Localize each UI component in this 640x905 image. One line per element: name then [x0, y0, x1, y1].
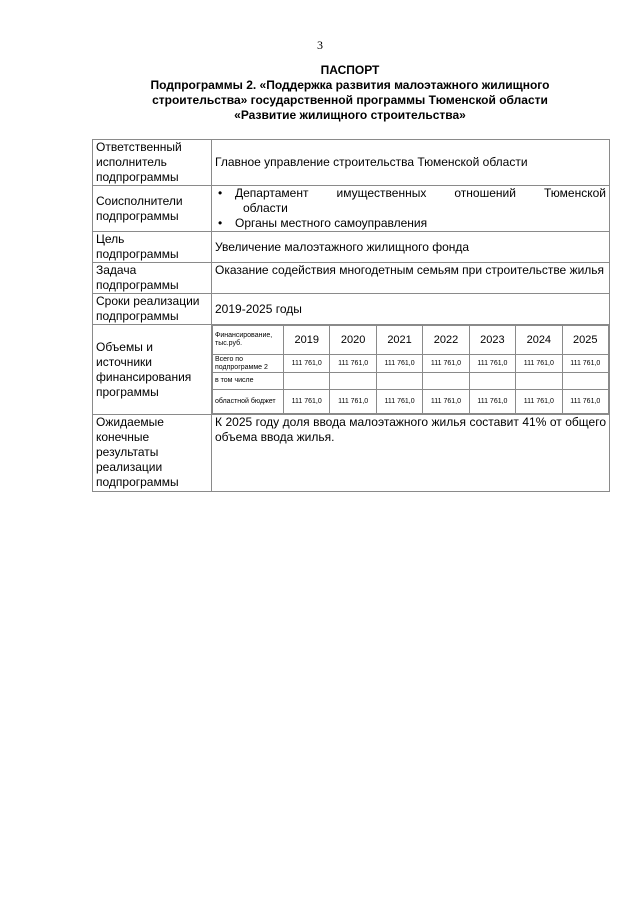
year-header: 2020	[330, 326, 376, 355]
financing-value: 111 761,0	[284, 355, 330, 373]
financing-value	[562, 373, 608, 390]
label-task: Задача подпрограммы	[93, 263, 212, 294]
row-terms	[93, 294, 610, 325]
financing-value: 111 761,0	[562, 355, 608, 373]
financing-value: 111 761,0	[469, 390, 515, 414]
coexecutor-item: • Органы местного самоуправления	[218, 216, 428, 230]
financing-value	[284, 373, 330, 390]
label-expected-results: Ожидаемые конечные результаты реализации подпрограммы	[93, 415, 212, 492]
financing-value: 111 761,0	[562, 390, 608, 414]
year-header: 2025	[562, 326, 608, 355]
financing-value: 111 761,0	[330, 355, 376, 373]
financing-row-including	[213, 373, 609, 390]
financing-row-regional-budget	[213, 390, 609, 414]
coexecutors-list	[215, 186, 606, 231]
financing-value	[516, 373, 562, 390]
financing-value	[376, 373, 422, 390]
financing-table	[212, 325, 609, 414]
coexecutor-item: • Департамент имущественных отношений Тюменской области	[218, 186, 606, 215]
financing-value: 111 761,0	[469, 355, 515, 373]
financing-value: 111 761,0	[423, 355, 469, 373]
value-terms: 2019-2025 годы	[212, 294, 610, 325]
title-line-4: «Развитие жилищного строительства»	[234, 108, 466, 122]
financing-header-caption: Финансирование, тыс.руб.	[213, 326, 284, 355]
label-goal: Цель подпрограммы	[93, 232, 212, 263]
row-financing	[93, 325, 610, 415]
label-financing: Объемы и источники финансирования программы	[93, 325, 212, 415]
label-coexecutors: Соисполнители подпрограммы	[93, 186, 212, 232]
row-task	[93, 263, 610, 294]
label-terms: Сроки реализации подпрограммы	[93, 294, 212, 325]
year-header: 2023	[469, 326, 515, 355]
row-expected-results	[93, 415, 610, 492]
financing-value: 111 761,0	[423, 390, 469, 414]
page-number: 3	[317, 38, 323, 52]
year-header: 2019	[284, 326, 330, 355]
title-line-3: строительства» государственной программы Тюменской области	[152, 93, 548, 107]
value-coexecutors	[212, 186, 610, 232]
passport-table	[92, 139, 610, 492]
financing-row-caption: областной бюджет	[213, 390, 284, 414]
document-title	[100, 63, 600, 123]
financing-row-caption: Всего по подпрограмме 2	[213, 355, 284, 373]
financing-value	[423, 373, 469, 390]
title-line-2: Подпрограммы 2. «Поддержка развития малоэтажного жилищного	[150, 78, 550, 92]
value-expected-results: К 2025 году доля ввода малоэтажного жилья составит 41% от общего объема ввода жилья.	[212, 415, 610, 492]
value-goal: Увеличение малоэтажного жилищного фонда	[212, 232, 610, 263]
year-header: 2021	[376, 326, 422, 355]
financing-value	[469, 373, 515, 390]
bullet-icon: •	[218, 186, 223, 200]
financing-value: 111 761,0	[284, 390, 330, 414]
year-header: 2024	[516, 326, 562, 355]
financing-value: 111 761,0	[516, 390, 562, 414]
row-coexecutors	[93, 186, 610, 232]
row-responsible	[93, 140, 610, 186]
financing-value: 111 761,0	[376, 390, 422, 414]
label-responsible: Ответственный исполнитель подпрограммы	[93, 140, 212, 186]
financing-value: 111 761,0	[516, 355, 562, 373]
value-responsible: Главное управление строительства Тюменской области	[212, 140, 610, 186]
financing-row-caption: в том числе	[213, 373, 284, 390]
row-goal	[93, 232, 610, 263]
financing-value: 111 761,0	[376, 355, 422, 373]
financing-header-row	[213, 326, 609, 355]
year-header: 2022	[423, 326, 469, 355]
value-financing	[212, 325, 610, 415]
title-line-1: ПАСПОРТ	[320, 63, 380, 77]
financing-value	[330, 373, 376, 390]
bullet-icon: •	[218, 216, 223, 230]
value-task: Оказание содействия многодетным семьям при строительстве жилья	[212, 263, 610, 294]
financing-row-total	[213, 355, 609, 373]
financing-value: 111 761,0	[330, 390, 376, 414]
